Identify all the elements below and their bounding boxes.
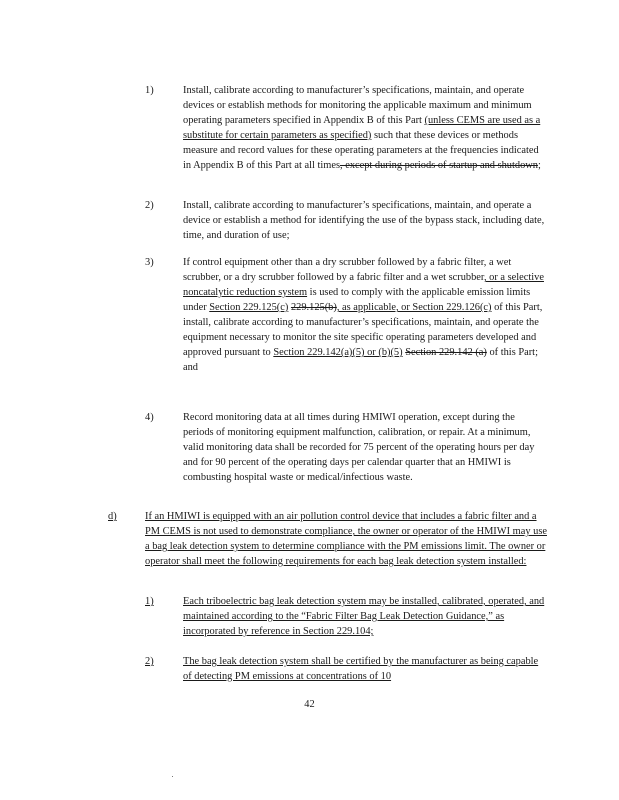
- inserted-text: , or a selective noncatalytic reduction system: [183, 272, 544, 298]
- inserted-text: The bag leak detection system shall be certified by the manufacturer as being capable of detecting PM emissions at concentrations of 10: [183, 656, 539, 682]
- item-4-number: 4): [145, 412, 154, 423]
- deleted-text: , except during periods of startup and shutdown: [340, 160, 538, 171]
- text-run: is used to comply with the applicable emission limits under: [183, 287, 531, 313]
- item-2-text: [183, 198, 545, 243]
- sub-item-1-number: 1): [145, 596, 154, 607]
- item-3-text: [183, 255, 546, 375]
- text-run: Install, calibrate according to manufacturer’s specifications, maintain, and operate a device or establish a method for identifying the use of the bypass stack, including date, time, and duration of use;: [183, 200, 545, 241]
- scan-speck: [172, 776, 173, 777]
- text-run: Install, calibrate according to manufacturer’s specifications, maintain, and operate devices or establish methods for monitoring the applicable maximum and minimum operating parameters specified in Appendix B of this Part: [183, 85, 532, 126]
- item-3-number: 3): [145, 257, 154, 268]
- sub-item-2-text: [183, 654, 543, 684]
- item-2-number: 2): [145, 200, 154, 211]
- item-4-text: [183, 410, 543, 485]
- item-1-text: [183, 83, 543, 173]
- text-run: Record monitoring data at all times during HMIWI operation, except during the periods of monitoring equipment malfunction, calibration, or repair. At a minimum, valid monitoring data shall be recorded for 75 percent of the operating hours per day and for 90 percent of the operating days per calendar quarter that an HMIWI is combusting hospital waste or medical/infectious waste.: [183, 412, 535, 483]
- page-number: 42: [304, 699, 315, 710]
- deleted-text: 229.125(b): [290, 302, 337, 313]
- section-d-text: [145, 509, 547, 569]
- inserted-text: Each triboelectric bag leak detection system may be installed, calibrated, operated, and maintained according to the “Fabric Filter Bag Leak Detection Guidance,” as incorporated by reference in Section 229.104;: [183, 596, 545, 637]
- sub-item-2-number: 2): [145, 656, 154, 667]
- text-run: of this Part, install, calibrate according to manufacturer’s specifications, maintain, and operate the equipment necessary to monitor the site specific operating parameters developed and approved pursuant to: [183, 302, 543, 358]
- inserted-text: If an HMIWI is equipped with an air pollution control device that includes a fabric filter and a PM CEMS is not used to demonstrate compliance, the owner or operator of the HMIWI may use a bag leak detection system to determine compliance with the PM emissions limit. The owner or operator shall meet the following requirements for each bag leak detection system installed:: [145, 511, 547, 567]
- inserted-text: Section 229.142(a)(5) or (b)(5): [273, 347, 403, 358]
- inserted-text: (unless CEMS are used as a substitute for certain parameters as specified): [183, 115, 541, 141]
- deleted-text: Section 229.142 (a): [405, 347, 487, 358]
- text-run: If control equipment other than a dry scrubber followed by a fabric filter, a wet scrubber, or a dry scrubber followed by a fabric filter and a wet scrubber: [183, 257, 512, 283]
- text-run: such that these devices or methods measure and record values for these operating parameters at the frequencies indicated in Appendix B of this Part at all times: [183, 130, 539, 171]
- inserted-text: Section 229.125(c): [209, 302, 289, 313]
- text-run: ;: [537, 160, 541, 171]
- sub-item-1-text: [183, 594, 545, 639]
- section-d-label: d): [108, 511, 117, 522]
- item-1-number: 1): [145, 85, 154, 96]
- inserted-text: , as applicable, or Section 229.126(c): [336, 302, 492, 313]
- text-run: of this Part; and: [183, 347, 538, 373]
